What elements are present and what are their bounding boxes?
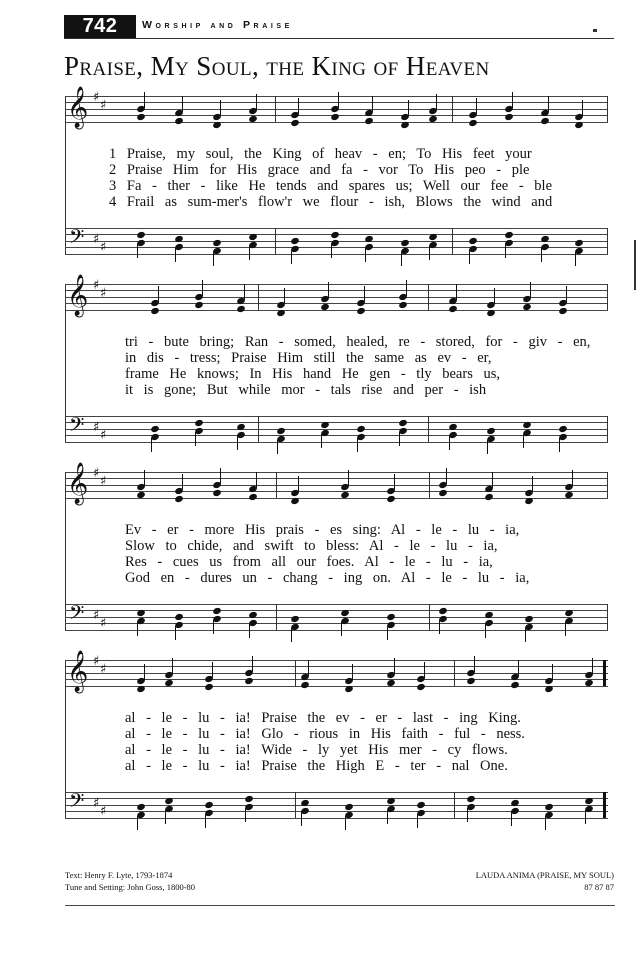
notehead bbox=[510, 681, 520, 689]
sharp-icon: ♯ bbox=[100, 662, 107, 677]
notehead bbox=[438, 607, 448, 615]
verse-3-lyrics: al - le - lu - ia! Wide - ly yet His mer - cy flows. bbox=[125, 742, 508, 758]
barline bbox=[276, 472, 277, 498]
notehead bbox=[574, 121, 584, 129]
barline bbox=[607, 284, 608, 310]
note-stem bbox=[182, 96, 183, 112]
treble-staff bbox=[65, 463, 608, 504]
note-stem bbox=[291, 250, 292, 264]
note-stem bbox=[566, 286, 567, 302]
note-stem bbox=[446, 468, 447, 484]
bass-staff bbox=[65, 601, 608, 631]
notehead bbox=[448, 305, 458, 313]
bass-staff bbox=[65, 413, 608, 443]
note-stem bbox=[213, 252, 214, 266]
staff-line bbox=[65, 604, 608, 605]
note-stem bbox=[523, 434, 524, 448]
note-stem bbox=[469, 250, 470, 264]
note-stem bbox=[592, 658, 593, 674]
hymn-number: 742 bbox=[64, 15, 136, 38]
verse-4-lyrics: it is gone; But while mor - tals rise and per - ish bbox=[125, 382, 487, 398]
note-stem bbox=[144, 92, 145, 108]
staff-line bbox=[65, 442, 608, 443]
barline bbox=[258, 416, 259, 442]
sharp-icon: ♯ bbox=[100, 286, 107, 301]
notehead bbox=[212, 489, 222, 497]
staff-line bbox=[65, 478, 608, 479]
notehead bbox=[276, 427, 286, 435]
notehead bbox=[416, 801, 426, 809]
verse-3-lyrics: Res - cues us from all our foes. Al - le - lu - ia, bbox=[125, 554, 493, 570]
barline bbox=[275, 96, 276, 122]
note-stem bbox=[401, 252, 402, 266]
treble-staff bbox=[65, 651, 608, 692]
staff-line bbox=[65, 805, 608, 806]
note-stem bbox=[284, 288, 285, 304]
staff-line bbox=[65, 485, 608, 486]
note-stem bbox=[213, 620, 214, 634]
notehead bbox=[398, 419, 408, 427]
sharp-icon: ♯ bbox=[100, 474, 107, 489]
note-stem bbox=[338, 92, 339, 108]
notehead bbox=[174, 495, 184, 503]
notehead bbox=[466, 677, 476, 685]
barline bbox=[276, 604, 277, 630]
notehead bbox=[540, 235, 550, 243]
notehead bbox=[468, 237, 478, 245]
staff-line bbox=[65, 416, 608, 417]
notehead bbox=[204, 683, 214, 691]
verse-4-lyrics: al - le - lu - ia! Praise the High E - ter - nal One. bbox=[125, 758, 508, 774]
hymn-title: Praise, My Soul, the King of Heaven bbox=[64, 51, 490, 81]
bass-staff bbox=[65, 789, 608, 819]
note-stem bbox=[165, 810, 166, 824]
barline bbox=[607, 228, 608, 254]
barline bbox=[607, 604, 608, 630]
staff-line bbox=[65, 122, 608, 123]
footer-rule bbox=[65, 905, 615, 906]
barline bbox=[295, 792, 296, 818]
notehead bbox=[248, 611, 258, 619]
note-stem bbox=[348, 470, 349, 486]
system-1 bbox=[65, 87, 608, 266]
notehead bbox=[400, 239, 410, 247]
notehead bbox=[174, 235, 184, 243]
note-stem bbox=[456, 284, 457, 300]
notehead bbox=[540, 117, 550, 125]
notehead bbox=[484, 493, 494, 501]
page-edge-mark bbox=[634, 240, 636, 290]
note-stem bbox=[256, 472, 257, 488]
notehead bbox=[484, 611, 494, 619]
note-stem bbox=[565, 622, 566, 636]
note-stem bbox=[220, 468, 221, 484]
treble-clef-icon: 𝄞 bbox=[67, 275, 89, 316]
verse-2-lyrics: in dis - tress; Praise Him still the same as ev - er, bbox=[125, 350, 492, 366]
notehead bbox=[486, 309, 496, 317]
notehead bbox=[136, 803, 146, 811]
notehead bbox=[212, 239, 222, 247]
meter: 87 87 87 bbox=[584, 882, 614, 892]
note-stem bbox=[439, 620, 440, 634]
note-stem bbox=[372, 96, 373, 112]
notehead bbox=[400, 121, 410, 129]
barline bbox=[295, 660, 296, 686]
note-stem bbox=[137, 816, 138, 830]
notehead bbox=[558, 307, 568, 315]
notehead bbox=[438, 489, 448, 497]
barline bbox=[428, 416, 429, 442]
notehead bbox=[150, 307, 160, 315]
barline bbox=[454, 660, 455, 686]
notehead bbox=[356, 425, 366, 433]
notehead bbox=[136, 685, 146, 693]
sharp-icon: ♯ bbox=[93, 420, 100, 435]
staff-line bbox=[65, 610, 608, 611]
sharp-icon: ♯ bbox=[93, 654, 100, 669]
notehead bbox=[574, 239, 584, 247]
note-stem bbox=[575, 252, 576, 266]
system-3 bbox=[65, 463, 608, 642]
staff-line bbox=[65, 660, 608, 661]
note-stem bbox=[321, 434, 322, 448]
notehead bbox=[504, 113, 514, 121]
staff-line bbox=[65, 811, 608, 812]
treble-clef-icon: 𝄞 bbox=[67, 463, 89, 504]
staff-line bbox=[65, 96, 608, 97]
note-stem bbox=[182, 474, 183, 490]
note-stem bbox=[365, 248, 366, 262]
notehead bbox=[466, 795, 476, 803]
notehead bbox=[300, 681, 310, 689]
note-stem bbox=[467, 808, 468, 822]
verse-4-lyrics: 4 Frail as sum-mer's flow'r we flour - ish, Blows the wind and bbox=[109, 194, 553, 210]
note-stem bbox=[244, 284, 245, 300]
system-2 bbox=[65, 275, 608, 454]
treble-staff bbox=[65, 87, 608, 128]
note-stem bbox=[532, 476, 533, 492]
note-stem bbox=[175, 248, 176, 262]
notehead bbox=[544, 685, 554, 693]
staff-line bbox=[65, 818, 608, 819]
barline bbox=[429, 604, 430, 630]
staff-line bbox=[65, 673, 608, 674]
notehead bbox=[344, 685, 354, 693]
staff-line bbox=[65, 228, 608, 229]
note-stem bbox=[144, 664, 145, 680]
notehead bbox=[276, 309, 286, 317]
note-stem bbox=[492, 472, 493, 488]
text-credit: Text: Henry F. Lyte, 1793-1874 bbox=[65, 870, 173, 880]
staff-line bbox=[65, 679, 608, 680]
sharp-icon: ♯ bbox=[93, 232, 100, 247]
note-stem bbox=[202, 280, 203, 296]
staff-line bbox=[65, 792, 608, 793]
notehead bbox=[386, 613, 396, 621]
note-stem bbox=[308, 660, 309, 676]
notehead bbox=[174, 117, 184, 125]
notehead bbox=[524, 615, 534, 623]
sharp-icon: ♯ bbox=[100, 428, 107, 443]
note-stem bbox=[572, 470, 573, 486]
note-stem bbox=[518, 660, 519, 676]
notehead bbox=[486, 427, 496, 435]
staff-line bbox=[65, 290, 608, 291]
note-stem bbox=[252, 656, 253, 672]
note-stem bbox=[417, 814, 418, 828]
notehead bbox=[344, 803, 354, 811]
notehead bbox=[524, 497, 534, 505]
system-4 bbox=[65, 651, 608, 830]
notehead bbox=[290, 497, 300, 505]
final-barline bbox=[603, 792, 606, 818]
note-stem bbox=[487, 440, 488, 454]
verse-4-lyrics: God en - dures un - chang - ing on. Al - le - lu - ia, bbox=[125, 570, 530, 586]
notehead bbox=[194, 301, 204, 309]
barline bbox=[607, 472, 608, 498]
notehead bbox=[504, 231, 514, 239]
barline bbox=[429, 472, 430, 498]
note-stem bbox=[585, 810, 586, 824]
bass-clef-icon: 𝄢 bbox=[69, 601, 85, 629]
staff-line bbox=[65, 686, 608, 687]
notehead bbox=[558, 425, 568, 433]
note-stem bbox=[541, 248, 542, 262]
note-stem bbox=[237, 436, 238, 450]
treble-clef-icon: 𝄞 bbox=[67, 87, 89, 128]
verse-2-lyrics: Slow to chide, and swift to bless: Al - le - lu - ia, bbox=[125, 538, 498, 554]
notehead bbox=[136, 113, 146, 121]
note-stem bbox=[485, 624, 486, 638]
note-stem bbox=[195, 432, 196, 446]
notehead bbox=[510, 799, 520, 807]
sharp-icon: ♯ bbox=[93, 278, 100, 293]
note-stem bbox=[331, 244, 332, 258]
treble-staff bbox=[65, 275, 608, 316]
note-stem bbox=[424, 662, 425, 678]
staff-line bbox=[65, 102, 608, 103]
staff-line bbox=[65, 254, 608, 255]
note-stem bbox=[249, 624, 250, 638]
note-stem bbox=[172, 658, 173, 674]
note-stem bbox=[505, 244, 506, 258]
verse-1-lyrics: Ev - er - more His prais - es sing: Al - le - lu - ia, bbox=[125, 522, 520, 538]
note-stem bbox=[345, 816, 346, 830]
notehead bbox=[174, 613, 184, 621]
barline bbox=[452, 96, 453, 122]
note-stem bbox=[559, 438, 560, 452]
barline bbox=[607, 416, 608, 442]
staff-line bbox=[65, 247, 608, 248]
notehead bbox=[212, 121, 222, 129]
note-stem bbox=[175, 626, 176, 640]
notehead bbox=[364, 235, 374, 243]
credits bbox=[65, 869, 195, 893]
tune-credit: Tune and Setting: John Goss, 1800-80 bbox=[65, 882, 196, 892]
sharp-icon: ♯ bbox=[93, 608, 100, 623]
note-stem bbox=[357, 438, 358, 452]
verse-3-lyrics: frame He knows; In His hand He gen - tly bears us, bbox=[125, 366, 500, 382]
barline bbox=[607, 96, 608, 122]
bass-clef-icon: 𝄢 bbox=[69, 413, 85, 441]
verse-2-lyrics: 2 Praise Him for His grace and fa - vor To His peo - ple bbox=[109, 162, 530, 178]
note-stem bbox=[436, 94, 437, 110]
barline bbox=[275, 228, 276, 254]
treble-clef-icon: 𝄞 bbox=[67, 651, 89, 692]
note-stem bbox=[291, 628, 292, 642]
note-stem bbox=[205, 814, 206, 828]
notehead bbox=[212, 607, 222, 615]
note-stem bbox=[530, 282, 531, 298]
bass-clef-icon: 𝄢 bbox=[69, 225, 85, 253]
note-stem bbox=[408, 100, 409, 116]
note-stem bbox=[249, 246, 250, 260]
barline bbox=[258, 284, 259, 310]
barline bbox=[428, 284, 429, 310]
staff-line bbox=[65, 284, 608, 285]
notehead bbox=[364, 117, 374, 125]
note-stem bbox=[394, 658, 395, 674]
notehead bbox=[448, 423, 458, 431]
notehead bbox=[356, 307, 366, 315]
notehead bbox=[204, 801, 214, 809]
note-stem bbox=[525, 628, 526, 642]
notehead bbox=[136, 231, 146, 239]
notehead bbox=[236, 305, 246, 313]
staff-line bbox=[65, 666, 608, 667]
section-heading: Worship and Praise bbox=[142, 19, 293, 31]
notehead bbox=[468, 119, 478, 127]
note-stem bbox=[474, 656, 475, 672]
note-stem bbox=[406, 280, 407, 296]
note-stem bbox=[137, 244, 138, 258]
note-stem bbox=[387, 626, 388, 640]
sharp-icon: ♯ bbox=[100, 616, 107, 631]
verse-1-lyrics: 1 Praise, my soul, the King of heav - en; To His feet your bbox=[109, 146, 532, 162]
notehead bbox=[150, 425, 160, 433]
notehead bbox=[248, 493, 258, 501]
notehead bbox=[386, 495, 396, 503]
verse-3-lyrics: 3 Fa - ther - like He tends and spares us; Well our fee - ble bbox=[109, 178, 553, 194]
sharp-icon: ♯ bbox=[100, 240, 107, 255]
notehead bbox=[398, 301, 408, 309]
note-stem bbox=[476, 98, 477, 114]
verse-1-lyrics: tri - bute bring; Ran - somed, healed, re - stored, for - giv - en, bbox=[125, 334, 591, 350]
final-barline bbox=[603, 660, 606, 686]
note-stem bbox=[352, 664, 353, 680]
note-stem bbox=[548, 96, 549, 112]
note-stem bbox=[341, 622, 342, 636]
note-stem bbox=[387, 810, 388, 824]
tune-name: LAUDA ANIMA (PRAISE, MY SOUL) bbox=[475, 870, 614, 880]
sharp-icon: ♯ bbox=[93, 796, 100, 811]
notehead bbox=[244, 795, 254, 803]
note-stem bbox=[429, 246, 430, 260]
bass-staff bbox=[65, 225, 608, 255]
note-stem bbox=[582, 100, 583, 116]
note-stem bbox=[394, 474, 395, 490]
note-stem bbox=[494, 288, 495, 304]
sharp-icon: ♯ bbox=[93, 466, 100, 481]
notehead bbox=[236, 423, 246, 431]
note-stem bbox=[245, 808, 246, 822]
sharp-icon: ♯ bbox=[93, 90, 100, 105]
note-stem bbox=[212, 662, 213, 678]
sharp-icon: ♯ bbox=[100, 804, 107, 819]
note-stem bbox=[449, 436, 450, 450]
note-stem bbox=[399, 432, 400, 446]
barline bbox=[454, 792, 455, 818]
note-stem bbox=[158, 286, 159, 302]
tune-info bbox=[476, 869, 614, 893]
verse-1-lyrics: al - le - lu - ia! Praise the ev - er - last - ing King. bbox=[125, 710, 521, 726]
note-stem bbox=[144, 470, 145, 486]
bass-clef-icon: 𝄢 bbox=[69, 789, 85, 817]
notehead bbox=[416, 683, 426, 691]
note-stem bbox=[298, 476, 299, 492]
note-stem bbox=[552, 664, 553, 680]
sharp-icon: ♯ bbox=[100, 98, 107, 113]
note-stem bbox=[277, 440, 278, 454]
notehead bbox=[194, 419, 204, 427]
notehead bbox=[330, 231, 340, 239]
verse-2-lyrics: al - le - lu - ia! Glo - rious in His faith - ful - ness. bbox=[125, 726, 525, 742]
note-stem bbox=[220, 100, 221, 116]
notehead bbox=[290, 237, 300, 245]
note-stem bbox=[511, 812, 512, 826]
notehead bbox=[330, 113, 340, 121]
barline bbox=[452, 228, 453, 254]
notehead bbox=[244, 677, 254, 685]
staff-line bbox=[65, 472, 608, 473]
notehead bbox=[290, 119, 300, 127]
note-stem bbox=[301, 812, 302, 826]
note-stem bbox=[151, 438, 152, 452]
note-stem bbox=[328, 282, 329, 298]
note-stem bbox=[298, 98, 299, 114]
note-stem bbox=[256, 94, 257, 110]
note-stem bbox=[137, 622, 138, 636]
header-rule bbox=[64, 38, 614, 39]
note-stem bbox=[364, 286, 365, 302]
notehead bbox=[290, 615, 300, 623]
notehead bbox=[300, 799, 310, 807]
note-stem bbox=[545, 816, 546, 830]
note-stem bbox=[512, 92, 513, 108]
header-mark bbox=[593, 29, 597, 32]
staff-line bbox=[65, 798, 608, 799]
notehead bbox=[544, 803, 554, 811]
